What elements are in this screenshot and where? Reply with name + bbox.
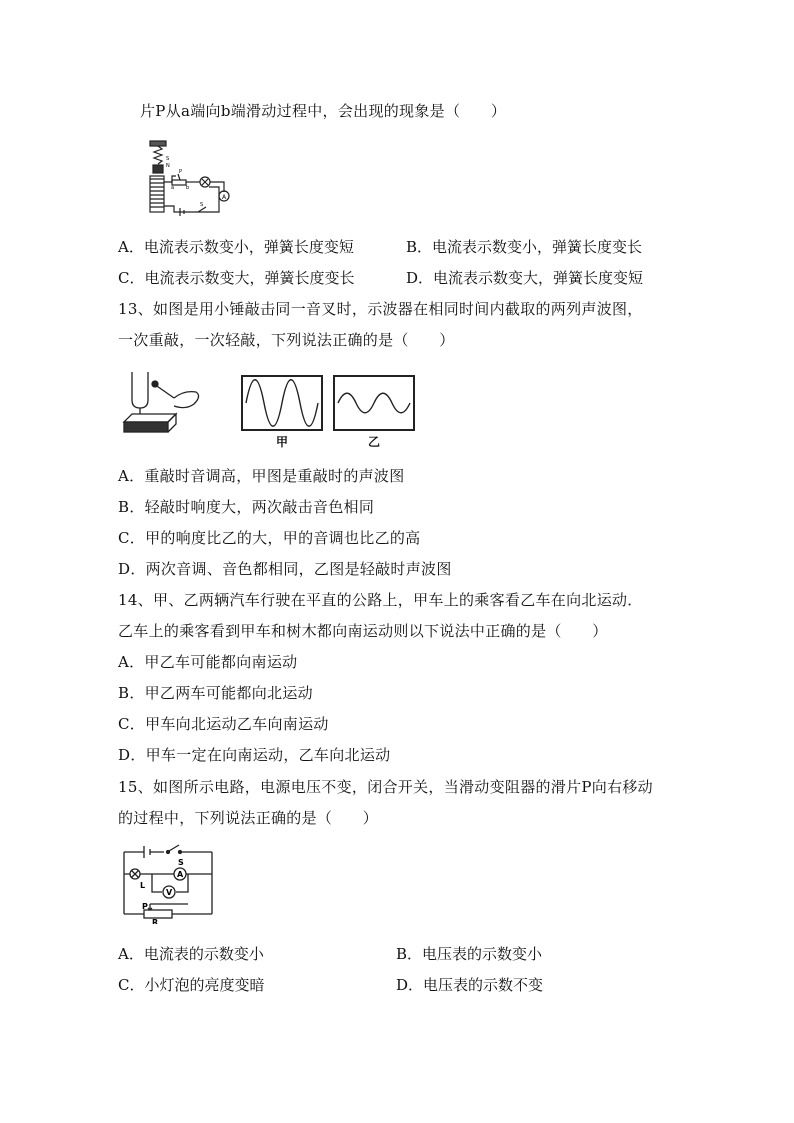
svg-text:V: V [166,888,173,897]
q12-stem-tail: 片P从a端向b端滑动过程中，会出现的现象是（ ） [140,102,507,120]
q15-stem-line2: 的过程中，下列说法正确的是（ ） [118,809,379,827]
caption-yi: 乙 [368,435,381,449]
q12-option-b: B．电流表示数变小，弹簧长度变长 [406,238,643,256]
q13-option-d: D．两次音调、音色都相同，乙图是轻敲时声波图 [118,560,452,578]
q14-option-d: D．甲车一定在向南运动，乙车向北运动 [118,746,391,764]
q13-option-a: A．重敲时音调高，甲图是重敲时的声波图 [118,467,405,485]
q13-stem-line1: 13、如图是用小锤敲击同一音叉时，示波器在相同时间内截取的两列声波图， [118,300,643,318]
svg-text:R: R [152,918,159,924]
q15-option-c: C．小灯泡的亮度变暗 [118,976,265,994]
q14-option-b: B．甲乙两车可能都向北运动 [118,684,313,702]
svg-text:A: A [177,870,184,879]
q15-option-d: D．电压表的示数不变 [396,976,544,994]
svg-text:S: S [200,202,204,208]
svg-text:b: b [186,185,190,191]
q12-option-c: C．电流表示数变大，弹簧长度变长 [118,269,355,287]
svg-text:S: S [166,156,170,162]
q13-option-c: C．甲的响度比乙的大，甲的音调也比乙的高 [118,529,421,547]
q14-stem-line1: 14、甲、乙两辆汽车行驶在平直的公路上，甲车上的乘客看乙车在向北运动． [118,591,643,609]
svg-text:A: A [222,194,227,201]
circuit-diagram-icon [120,842,216,924]
q15-stem-line1: 15、如图所示电路，电源电压不变，闭合开关，当滑动变阻器的滑片P向右移动 [118,778,653,796]
q14-option-a: A．甲乙车可能都向南运动 [118,653,298,671]
q15-option-b: B．电压表的示数变小 [396,945,543,963]
caption-jia: 甲 [276,435,289,449]
svg-text:P: P [179,169,183,175]
svg-text:L: L [140,881,146,890]
q14-option-c: C．甲车向北运动乙车向南运动 [118,715,329,733]
q12-option-a: A．电流表示数变小，弹簧长度变短 [118,238,354,256]
q12-option-d: D．电流表示数变大，弹簧长度变短 [406,269,644,287]
q13-option-b: B．轻敲时响度大，两次敲击音色相同 [118,498,375,516]
q13-stem-line2: 一次重敲，一次轻敲，下列说法正确的是（ ） [118,331,455,349]
svg-text:S: S [178,858,184,867]
svg-text:N: N [166,163,170,169]
q14-stem-line2: 乙车上的乘客看到甲车和树木都向南运动则以下说法中正确的是（ ） [118,622,608,640]
q15-option-a: A．电流表的示数变小 [118,945,264,963]
electromagnet-spring-circuit-icon [140,138,240,218]
svg-text:a: a [171,185,175,191]
svg-text:P: P [142,902,148,911]
